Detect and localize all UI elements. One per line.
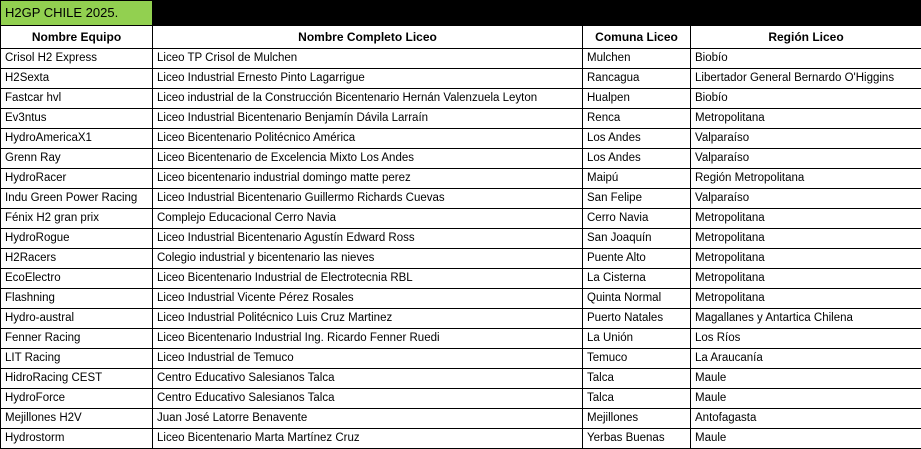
cell-region-liceo: Valparaíso	[691, 129, 921, 149]
title-row	[1, 1, 921, 26]
cell-comuna-liceo: Puerto Natales	[583, 309, 691, 329]
cell-comuna-liceo: Hualpen	[583, 89, 691, 109]
cell-nombre-completo-liceo: Liceo Bicentenario Industrial de Electrotecnia RBL	[153, 269, 583, 289]
cell-nombre-completo-liceo: Liceo Industrial Bicentenario Guillermo Richards Cuevas	[153, 189, 583, 209]
cell-nombre-equipo: Hydrostorm	[1, 429, 153, 449]
table-row	[1, 389, 921, 409]
cell-region-liceo: Metropolitana	[691, 209, 921, 229]
cell-comuna-liceo: Los Andes	[583, 129, 691, 149]
cell-comuna-liceo: Los Andes	[583, 149, 691, 169]
cell-nombre-completo-liceo: Liceo bicentenario industrial domingo matte perez	[153, 169, 583, 189]
cell-nombre-completo-liceo: Liceo Industrial Bicentenario Benjamín Dávila Larraín	[153, 109, 583, 129]
table-body	[1, 1, 921, 449]
cell-region-liceo: Metropolitana	[691, 289, 921, 309]
table-row	[1, 289, 921, 309]
table-row	[1, 349, 921, 369]
cell-nombre-completo-liceo: Liceo Industrial Ernesto Pinto Lagarrigue	[153, 69, 583, 89]
cell-comuna-liceo: Maipú	[583, 169, 691, 189]
cell-comuna-liceo: La Cisterna	[583, 269, 691, 289]
cell-nombre-completo-liceo: Complejo Educacional Cerro Navia	[153, 209, 583, 229]
cell-nombre-equipo: Flashning	[1, 289, 153, 309]
cell-nombre-equipo: Indu Green Power Racing	[1, 189, 153, 209]
table-row	[1, 209, 921, 229]
table-row	[1, 249, 921, 269]
table-row	[1, 269, 921, 289]
cell-nombre-completo-liceo: Liceo industrial de la Construcción Bicentenario Hernán Valenzuela Leyton	[153, 89, 583, 109]
cell-nombre-equipo: Fénix H2 gran prix	[1, 209, 153, 229]
column-header-comuna-liceo: Comuna Liceo	[583, 26, 691, 49]
table-row	[1, 369, 921, 389]
cell-region-liceo: Metropolitana	[691, 269, 921, 289]
cell-region-liceo: Biobío	[691, 49, 921, 69]
cell-nombre-completo-liceo: Liceo Bicentenario Politécnico América	[153, 129, 583, 149]
cell-region-liceo: Metropolitana	[691, 109, 921, 129]
table-header-row	[1, 26, 921, 49]
cell-comuna-liceo: Mulchen	[583, 49, 691, 69]
cell-nombre-completo-liceo: Centro Educativo Salesianos Talca	[153, 389, 583, 409]
cell-nombre-completo-liceo: Liceo TP Crisol de Mulchen	[153, 49, 583, 69]
cell-nombre-completo-liceo: Liceo Industrial Vicente Pérez Rosales	[153, 289, 583, 309]
cell-nombre-completo-liceo: Liceo Bicentenario de Excelencia Mixto Los Andes	[153, 149, 583, 169]
cell-nombre-completo-liceo: Juan José Latorre Benavente	[153, 409, 583, 429]
cell-nombre-equipo: HydroRogue	[1, 229, 153, 249]
cell-nombre-completo-liceo: Liceo Bicentenario Marta Martínez Cruz	[153, 429, 583, 449]
cell-nombre-completo-liceo: Colegio industrial y bicentenario las nieves	[153, 249, 583, 269]
cell-nombre-equipo: LIT Racing	[1, 349, 153, 369]
table-row	[1, 109, 921, 129]
cell-comuna-liceo: Puente Alto	[583, 249, 691, 269]
cell-nombre-equipo: HydroAmericaX1	[1, 129, 153, 149]
cell-nombre-equipo: Hydro-austral	[1, 309, 153, 329]
cell-region-liceo: Metropolitana	[691, 229, 921, 249]
cell-comuna-liceo: Rancagua	[583, 69, 691, 89]
cell-nombre-completo-liceo: Liceo Industrial Politécnico Luis Cruz Martinez	[153, 309, 583, 329]
cell-comuna-liceo: La Unión	[583, 329, 691, 349]
cell-nombre-equipo: HydroRacer	[1, 169, 153, 189]
cell-nombre-equipo: Fastcar hvl	[1, 89, 153, 109]
cell-nombre-equipo: EcoElectro	[1, 269, 153, 289]
cell-comuna-liceo: Quinta Normal	[583, 289, 691, 309]
cell-nombre-completo-liceo: Liceo Bicentenario Industrial Ing. Ricardo Fenner Ruedi	[153, 329, 583, 349]
cell-nombre-completo-liceo: Liceo Industrial Bicentenario Agustín Edward Ross	[153, 229, 583, 249]
title-band-cell-2	[583, 1, 691, 26]
column-header-nombre-equipo: Nombre Equipo	[1, 26, 153, 49]
cell-region-liceo: La Araucanía	[691, 349, 921, 369]
table-row	[1, 189, 921, 209]
cell-comuna-liceo: Cerro Navia	[583, 209, 691, 229]
table-row	[1, 69, 921, 89]
table-row	[1, 49, 921, 69]
cell-nombre-equipo: HydroForce	[1, 389, 153, 409]
cell-region-liceo: Libertador General Bernardo O'Higgins	[691, 69, 921, 89]
cell-comuna-liceo: Talca	[583, 389, 691, 409]
table-row	[1, 309, 921, 329]
cell-comuna-liceo: Mejillones	[583, 409, 691, 429]
cell-region-liceo: Valparaíso	[691, 149, 921, 169]
cell-comuna-liceo: Temuco	[583, 349, 691, 369]
cell-nombre-equipo: Fenner Racing	[1, 329, 153, 349]
column-header-region-liceo: Región Liceo	[691, 26, 921, 49]
cell-nombre-equipo: H2Racers	[1, 249, 153, 269]
cell-nombre-completo-liceo: Centro Educativo Salesianos Talca	[153, 369, 583, 389]
cell-nombre-equipo: HidroRacing CEST	[1, 369, 153, 389]
cell-comuna-liceo: Talca	[583, 369, 691, 389]
cell-nombre-equipo: Crisol H2 Express	[1, 49, 153, 69]
cell-region-liceo: Magallanes y Antartica Chilena	[691, 309, 921, 329]
cell-comuna-liceo: San Joaquín	[583, 229, 691, 249]
table-row	[1, 129, 921, 149]
cell-region-liceo: Maule	[691, 389, 921, 409]
cell-region-liceo: Biobío	[691, 89, 921, 109]
cell-region-liceo: Los Ríos	[691, 329, 921, 349]
cell-comuna-liceo: Renca	[583, 109, 691, 129]
cell-comuna-liceo: Yerbas Buenas	[583, 429, 691, 449]
title-band-cell-3	[691, 1, 921, 26]
cell-nombre-equipo: H2Sexta	[1, 69, 153, 89]
cell-nombre-equipo: Ev3ntus	[1, 109, 153, 129]
table-row	[1, 89, 921, 109]
column-header-nombre-completo-liceo: Nombre Completo Liceo	[153, 26, 583, 49]
cell-region-liceo: Región Metropolitana	[691, 169, 921, 189]
cell-region-liceo: Maule	[691, 369, 921, 389]
cell-region-liceo: Valparaíso	[691, 189, 921, 209]
table-row	[1, 429, 921, 449]
document-title: H2GP CHILE 2025.	[1, 1, 153, 26]
cell-nombre-completo-liceo: Liceo Industrial de Temuco	[153, 349, 583, 369]
table-row	[1, 169, 921, 189]
cell-comuna-liceo: San Felipe	[583, 189, 691, 209]
cell-region-liceo: Metropolitana	[691, 249, 921, 269]
title-band-cell-1	[153, 1, 583, 26]
table-row	[1, 329, 921, 349]
table-row	[1, 229, 921, 249]
cell-nombre-equipo: Mejillones H2V	[1, 409, 153, 429]
cell-region-liceo: Antofagasta	[691, 409, 921, 429]
table-row	[1, 149, 921, 169]
table-row	[1, 409, 921, 429]
cell-nombre-equipo: Grenn Ray	[1, 149, 153, 169]
cell-region-liceo: Maule	[691, 429, 921, 449]
